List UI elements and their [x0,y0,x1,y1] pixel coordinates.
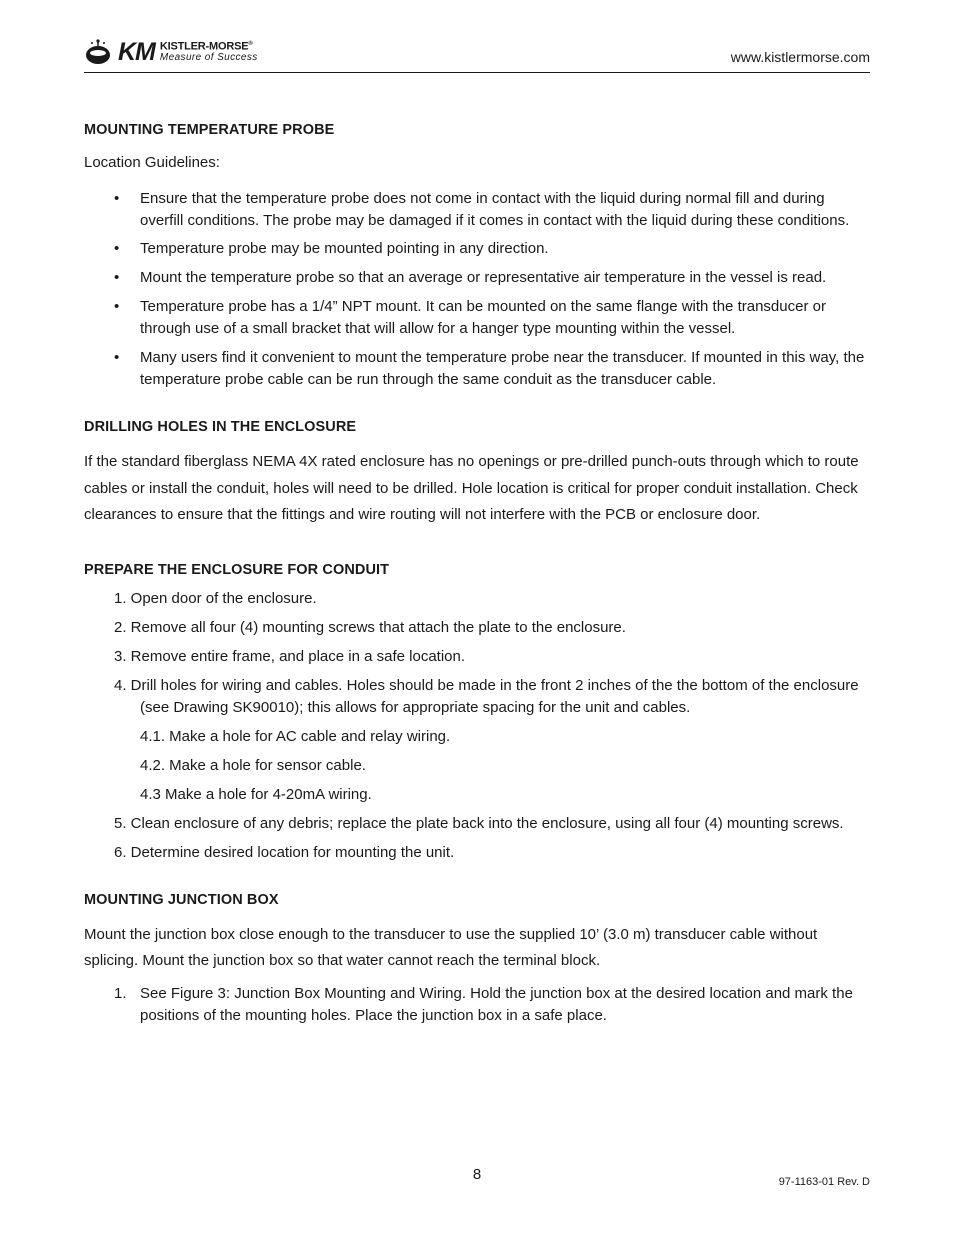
list-item: 1. Open door of the enclosure. [114,589,317,607]
list-item: 3. Remove entire frame, and place in a safe location. [114,647,466,665]
section-heading-drilling-holes: DRILLING HOLES IN THE ENCLOSURE [84,419,357,435]
registered-mark: ® [248,40,253,47]
page-header [84,36,870,72]
junction-box-paragraph: Mount the junction box close enough to the transducer to use the supplied 10’ (3.0 m) transducer cable without splicing. Mount the junction box so that water cannot reach the terminal block. [84,925,818,969]
bullet: • [114,240,120,257]
section-heading-prepare-enclosure: PREPARE THE ENCLOSURE FOR CONDUIT [84,561,390,578]
list-item: 4.3 Make a hole for 4-20mA wiring. [140,785,372,803]
list-item: 4. Drill holes for wiring and cables. Holes should be made in the front 2 inches of the the bottom of the enclosure (see Drawing SK90010); this allows for appropriate spacing for the unit and cables. [114,676,859,716]
list-item: • Ensure that the temperature probe does not come in contact with the liquid during normal fill and during overfill conditions. The probe may be damaged if it comes in contact with the liquid during these conditions. [114,190,850,229]
bullet: • [114,190,120,207]
list-item: 4.2. Make a hole for sensor cable. [140,756,366,774]
list-item: • Temperature probe has a 1/4” NPT mount. It can be mounted on the same flange with the transducer or through use of a small bracket that will allow for a hanger type mounting within the vessel. [114,298,826,337]
logo-emblem-icon [84,38,112,66]
list-item: 6. Determine desired location for mounting the unit. [114,843,455,861]
page-content [84,119,870,1027]
logo-monogram: KM [118,37,155,66]
bullet: • [114,269,120,286]
junction-box-steps-list [84,983,870,1027]
drill-substeps-list [84,726,870,806]
list-item: 5. Clean enclosure of any debris; replace the plate back into the enclosure, using all four (4) mounting screws. [114,814,844,832]
list-item: 1. See Figure 3: Junction Box Mounting and Wiring. Hold the junction box at the desired location and mark the positions of the mounting holes. Place the junction box in a safe place. [114,984,853,1024]
kistler-morse-logo [84,36,258,68]
page-number: 8 [472,1166,482,1183]
prepare-steps-list [84,588,870,719]
bullet: • [114,349,120,366]
section-heading-temperature-probe: MOUNTING TEMPERATURE PROBE [84,122,335,138]
drilling-holes-paragraph: If the standard fiberglass NEMA 4X rated enclosure has no openings or pre-drilled punch-outs through which to route cables or install the conduit, holes will need to be drilled. Hole location is critical for proper conduit installation. Check clearances to ensure that the fittings and wire routing will not interfere with the PCB or enclosure door. [84,453,859,523]
website-url: www.kistlermorse.com [730,49,870,65]
list-item: • Temperature probe may be mounted pointing in any direction. [84,238,870,260]
step-number: 1. [114,984,127,1002]
header-divider [84,72,870,73]
location-guidelines-label: Location Guidelines: [84,154,220,171]
logo-wordmark [160,41,258,64]
prepare-steps-list-continued [84,813,870,864]
document-revision: 97-1163-01 Rev. D [778,1176,870,1188]
bullet: • [114,298,120,315]
list-item: • Many users find it convenient to mount the temperature probe near the transducer. If mounted in this way, the temperature probe cable can be run through the same conduit as the transducer cable. [114,349,865,388]
guidelines-list [84,188,870,391]
logo-tagline: Measure of Success [159,52,258,64]
logo-name: KISTLER-MORSE® [159,40,253,53]
list-item: 2. Remove all four (4) mounting screws that attach the plate to the enclosure. [114,618,626,636]
list-item: 4.1. Make a hole for AC cable and relay wiring. [140,727,451,745]
list-item: • Mount the temperature probe so that an average or representative air temperature in the vessel is read. [84,267,870,289]
section-heading-junction-box: MOUNTING JUNCTION BOX [84,891,279,908]
